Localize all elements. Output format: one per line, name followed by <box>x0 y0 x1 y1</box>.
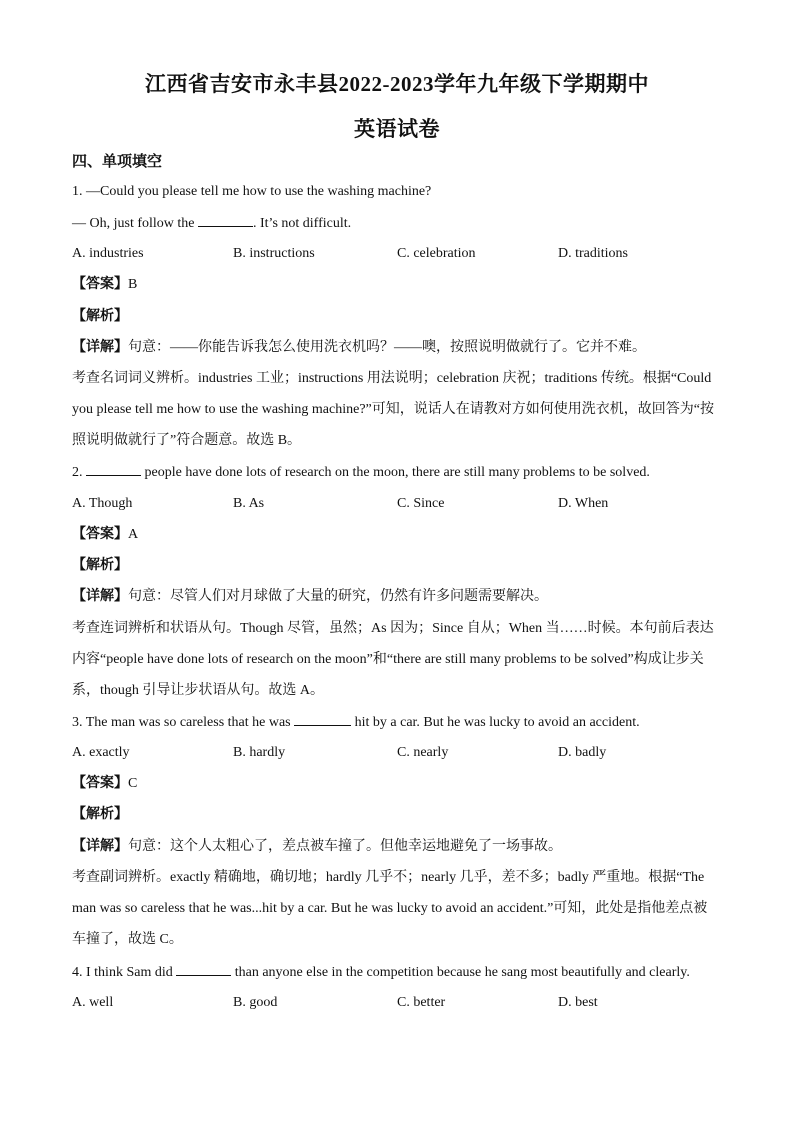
q1-explanation-line3: 照说明做就行了”符合题意。故选 B。 <box>72 433 302 448</box>
q1-answer-tag: 【答案】 <box>72 277 128 292</box>
q2-option-a: A. Though <box>72 496 133 511</box>
q2-detail-tag: 【详解】 <box>72 589 128 604</box>
q2-analysis-tag: 【解析】 <box>72 558 128 573</box>
q4-stem-post: than anyone else in the competition because he sang most beautifully and clearly. <box>231 965 690 980</box>
q3-answer-tag: 【答案】 <box>72 776 128 791</box>
q2-answer-tag: 【答案】 <box>72 527 128 542</box>
q1-detail <box>72 339 646 357</box>
q2-explanation-line3: 系，though 引导让步状语从句。故选 A。 <box>72 683 324 698</box>
q1-stem-pre: — Oh, just follow the <box>72 216 198 231</box>
q2-detail-text: 句意：尽管人们对月球做了大量的研究，仍然有许多问题需要解决。 <box>128 589 548 604</box>
q1-stem-post: . It’s not difficult. <box>253 216 352 231</box>
q4-blank <box>176 963 231 976</box>
q3-detail <box>72 838 562 856</box>
document-subtitle: 英语试卷 <box>354 117 440 141</box>
q1-answer <box>72 276 137 294</box>
q2-answer <box>72 526 138 544</box>
q4-option-b: B. good <box>233 995 278 1010</box>
q4-options <box>72 994 722 1012</box>
q3-detail-text: 句意：这个人太粗心了，差点被车撞了。但他幸运地避免了一场事故。 <box>128 839 562 854</box>
q3-stem-post: hit by a car. But he was lucky to avoid an accident. <box>351 715 640 730</box>
q1-analysis-tag: 【解析】 <box>72 309 128 324</box>
q3-option-c: C. nearly <box>397 745 449 760</box>
section-title: 四、单项填空 <box>72 154 163 170</box>
q4-stem-pre: 4. I think Sam did <box>72 965 177 980</box>
q2-explanation-line1: 考查连词辨析和状语从句。Though 尽管，虽然；As 因为；Since 自从；When 当……时候。本句前后表达 <box>72 621 714 636</box>
q2-stem-post: people have done lots of research on the moon, there are still many problems to be solved. <box>141 465 650 480</box>
q3-answer-value: C <box>128 776 138 791</box>
q1-stem-line2 <box>72 214 351 233</box>
q3-option-d: D. badly <box>558 745 607 760</box>
q2-option-b: B. As <box>233 496 265 511</box>
q4-option-c: C. better <box>397 995 446 1010</box>
q3-option-b: B. hardly <box>233 745 286 760</box>
q1-answer-value: B <box>128 277 138 292</box>
q2-stem-pre: 2. <box>72 465 86 480</box>
q2-blank <box>86 463 141 476</box>
q1-detail-text: 句意：——你能告诉我怎么使用洗衣机吗？——噢，按照说明做就行了。它并不难。 <box>128 340 646 355</box>
q4-stem <box>72 963 690 982</box>
q3-stem <box>72 713 640 732</box>
q1-stem-line1: 1. —Could you please tell me how to use the washing machine? <box>72 184 432 199</box>
q3-option-a: A. exactly <box>72 745 130 760</box>
q3-options <box>72 744 722 762</box>
q1-options <box>72 245 722 263</box>
q1-explanation-line1: 考查名词词义辨析。industries 工业；instructions 用法说明；celebration 庆祝；traditions 传统。根据“Could <box>72 371 712 386</box>
q2-option-c: C. Since <box>397 496 445 511</box>
q3-explanation-line3: 车撞了，故选 C。 <box>72 932 183 947</box>
q4-option-d: D. best <box>558 995 598 1010</box>
q2-explanation-line2: 内容“people have done lots of research on the moon”和“there are still many problems to be solved”构成让步关 <box>72 652 704 667</box>
q1-option-c: C. celebration <box>397 246 476 261</box>
q2-answer-value: A <box>128 527 139 542</box>
document-title: 江西省吉安市永丰县2022-2023学年九年级下学期期中 <box>145 72 649 96</box>
q1-detail-tag: 【详解】 <box>72 340 128 355</box>
q4-option-a: A. well <box>72 995 114 1010</box>
q3-analysis-tag: 【解析】 <box>72 807 128 822</box>
q3-stem-pre: 3. The man was so careless that he was <box>72 715 295 730</box>
q2-options <box>72 495 722 513</box>
q3-answer <box>72 775 137 793</box>
q2-detail <box>72 588 548 606</box>
q3-explanation-line1: 考查副词辨析。exactly 精确地，确切地；hardly 几乎不；nearly 几乎，差不多；badly 严重地。根据“The <box>72 870 705 885</box>
q1-option-a: A. industries <box>72 246 144 261</box>
q1-blank <box>198 214 253 227</box>
q1-explanation-line2: you please tell me how to use the washing machine?”可知，说话人在请教对方如何使用洗衣机，故回答为“按 <box>72 402 714 417</box>
q3-blank <box>294 713 351 726</box>
q2-stem <box>72 463 650 482</box>
q3-explanation-line2: man was so careless that he was...hit by a car. But he was lucky to avoid an accident.”可知，此处是指他差点被 <box>72 901 708 916</box>
q2-option-d: D. When <box>558 496 609 511</box>
q1-option-b: B. instructions <box>233 246 315 261</box>
q3-detail-tag: 【详解】 <box>72 839 128 854</box>
q1-option-d: D. traditions <box>558 246 628 261</box>
